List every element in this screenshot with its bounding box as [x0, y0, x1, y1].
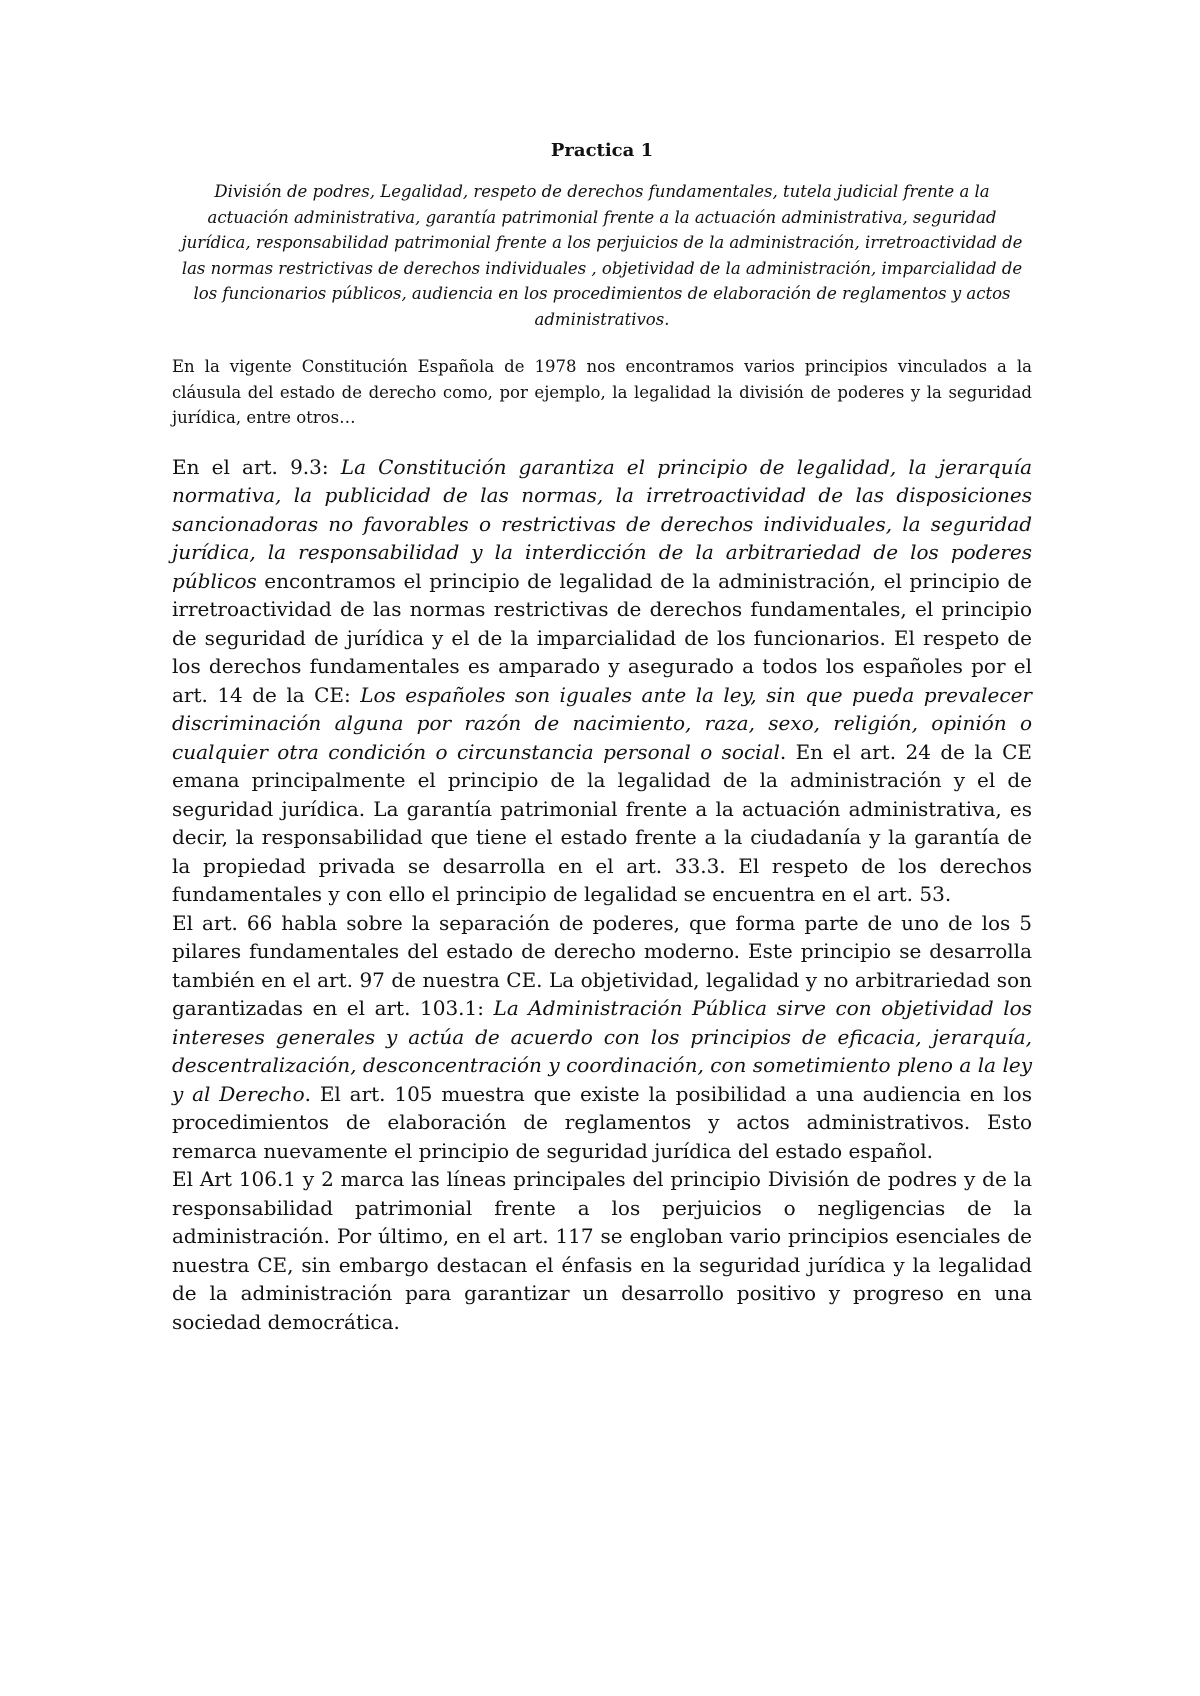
p2-quote-art-103-1: La Administración Pública sirve con objetividad los intereses generales y actúa de acuerdo con los principios de eficacia, jerarquía, descentralización, desconcentración y coordinación, con sometimiento pleno a la ley y al Derecho	[172, 996, 1032, 1106]
document-page	[172, 140, 1032, 1336]
body-paragraph-3: El Art 106.1 y 2 marca las líneas principales del principio División de podres y de la responsabilidad patrimonial frente a los perjuicios o negligencias de la administración. Por último, en el art. 117 se engloban vario principios esenciales de nuestra CE, sin embargo destacan el énfasis en la seguridad jurídica y la legalidad de la administración para garantizar un desarrollo positivo y progreso en una sociedad democrática.	[172, 1167, 1032, 1334]
p1-text-2: encontramos el principio de legalidad de la administración, el principio de irretroactividad de las normas restrictivas de derechos fundamentales, el principio de seguridad de jurídica y el de la imparcialidad de los funcionarios. El respeto de los derechos fundamentales es amparado y asegurado a todos los españoles por el art. 14 de la CE:	[172, 568, 1032, 707]
body-paragraph-1	[172, 453, 1032, 909]
p1-quote-art-9-3: La Constitución garantiza el principio de legalidad, la jerarquía normativa, la publicidad de las normas, la irretroactividad de las disposiciones sancionadoras no favorables o restrictivas de derechos individuales, la seguridad jurídica, la responsabilidad y la interdicción de la arbitrariedad de los poderes públicos	[172, 454, 1032, 593]
p1-text-3: . En el art. 24 de la CE emana principalmente el principio de la legalidad de la administración y el de seguridad jurídica. La garantía patrimonial frente a la actuación administrativa, es decir, la responsabilidad que tiene el estado frente a la ciudadanía y la garantía de la propiedad privada se desarrolla en el art. 33.3. El respeto de los derechos fundamentales y con ello el principio de legalidad se encuentra en el art. 53.	[172, 739, 1032, 906]
p1-text-1: En el art. 9.3:	[172, 454, 341, 479]
document-subtitle: División de podres, Legalidad, respeto de derechos fundamentales, tutela judicial frente a la actuación administrativa, garantía patrimonial frente a la actuación administrativa, seguridad jurídica, responsabilidad patrimonial frente a los perjuicios de la administración, irretroactividad de las normas restrictivas de derechos individuales , objetividad de la administración, imparcialidad de los funcionarios públicos, audiencia en los procedimientos de elaboración de reglamentos y actos administrativos.	[181, 182, 1023, 329]
p2-text-1: El art. 66 habla sobre la separación de poderes, que forma parte de uno de los 5 pilares fundamentales del estado de derecho moderno. Este principio se desarrolla también en el art. 97 de nuestra CE. La objetividad, legalidad y no arbitrariedad son garantizadas en el art. 103.1:	[172, 910, 1032, 1020]
document-title: Practica 1	[550, 140, 654, 161]
body-paragraph-2	[172, 909, 1032, 1166]
intro-paragraph: En la vigente Constitución Española de 1978 nos encontramos varios principios vinculados a la cláusula del estado de derecho como, por ejemplo, la legalidad la división de poderes y la seguridad jurídica, entre otros…	[172, 357, 1032, 427]
p2-text-2: . El art. 105 muestra que existe la posibilidad a una audiencia en los procedimientos de elaboración de reglamentos y actos administrativos. Esto remarca nuevamente el principio de seguridad jurídica del estado español.	[172, 1081, 1032, 1163]
p1-quote-art-14: Los españoles son iguales ante la ley, sin que pueda prevalecer discriminación alguna por razón de nacimiento, raza, sexo, religión, opinión o cualquier otra condición o circunstancia personal o social	[172, 682, 1032, 764]
